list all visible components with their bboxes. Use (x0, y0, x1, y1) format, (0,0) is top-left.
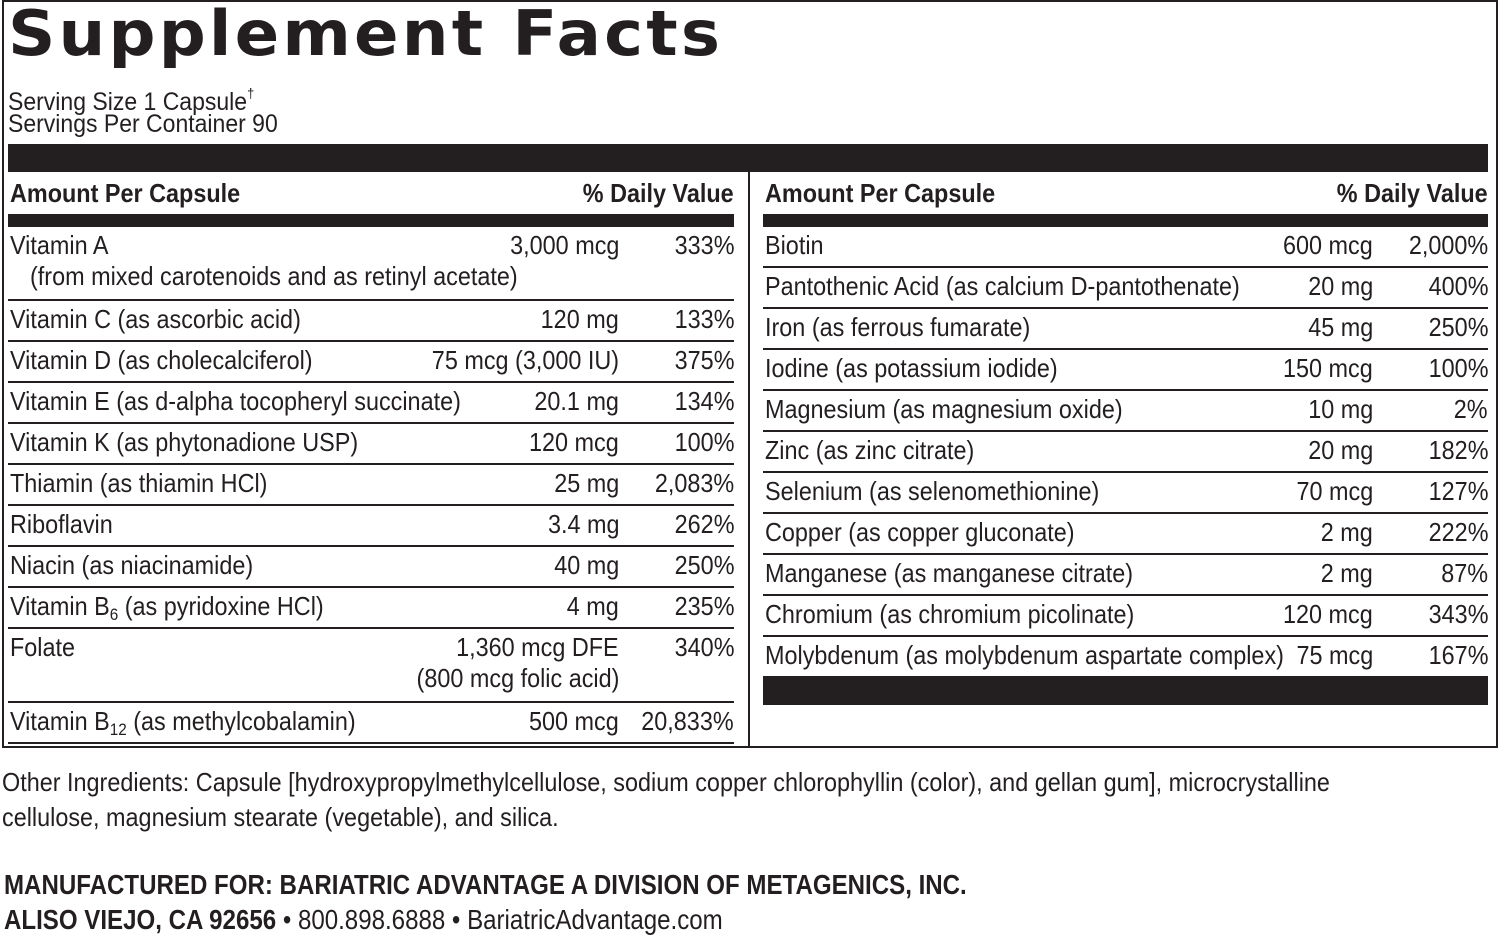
nutrient-row (8, 547, 734, 588)
daily-value: 20,833% (641, 706, 734, 736)
nutrient-row (763, 391, 1488, 432)
daily-value: 2% (1454, 394, 1488, 424)
nutrient-name: Thiamin (as thiamin HCl) (10, 468, 268, 498)
nutrient-amount: 500 mcg (529, 706, 619, 736)
right-nutrient-rows (763, 227, 1488, 678)
nutrient-amount: 3.4 mg (547, 509, 619, 539)
manufacturer-contact (4, 903, 723, 937)
nutrient-row (8, 629, 734, 703)
nutrient-amount: 25 mg (553, 468, 619, 498)
daily-value: 262% (674, 509, 734, 539)
nutrient-amount: 70 mcg (1296, 476, 1373, 506)
nutrient-row (8, 342, 734, 383)
nutrient-amount: 120 mcg (1283, 599, 1373, 629)
nutrient-name: Copper (as copper gluconate) (765, 517, 1075, 547)
daily-value: 222% (1428, 517, 1488, 547)
serving-size: Serving Size 1 Capsule† (8, 85, 255, 116)
separator-bullet: • (445, 904, 468, 935)
nutrient-name: Manganese (as manganese citrate) (765, 558, 1134, 588)
manufacturer-city: ALISO VIEJO, CA 92656 (4, 904, 277, 935)
daily-value: 250% (1428, 312, 1488, 342)
nutrient-name (10, 705, 356, 737)
nutrient-name: Magnesium (as magnesium oxide) (765, 394, 1123, 424)
nutrient-name: Zinc (as zinc citrate) (765, 435, 975, 465)
nutrient-name (10, 590, 324, 622)
daily-value-heading: % Daily Value (583, 178, 734, 208)
right-column-header (763, 172, 1488, 214)
nutrient-row (763, 514, 1488, 555)
header-rule (763, 214, 1488, 227)
separator-bullet: • (276, 904, 298, 935)
manufacturer-line: MANUFACTURED FOR: BARIATRIC ADVANTAGE A DIVISION OF METAGENICS, INC. (4, 869, 967, 900)
right-nutrient-column (763, 172, 1488, 705)
nutrient-name: Biotin (765, 230, 824, 260)
left-column-header (8, 172, 734, 214)
left-nutrient-rows (8, 227, 734, 744)
nutrient-row (763, 596, 1488, 637)
nutrient-row (763, 350, 1488, 391)
column-divider (748, 172, 750, 746)
dagger-mark: † (247, 85, 255, 101)
nutrient-amount: 150 mcg (1283, 353, 1373, 383)
nutrient-row (8, 301, 734, 342)
nutrient-row (8, 383, 734, 424)
other-ingredients: Other Ingredients: Capsule [hydroxypropylmethylcellulose, sodium copper chlorophyllin (color), and gellan gum], microcrystalline cellulose, magnesium stearate (vegetable), and silica. (2, 767, 1330, 832)
daily-value: 127% (1428, 476, 1488, 506)
nutrient-amount: 4 mg (566, 591, 619, 621)
nutrient-amount: 20.1 mg (534, 386, 619, 416)
bottom-thick-rule (763, 678, 1488, 705)
daily-value: 134% (674, 386, 734, 416)
amount-per-capsule-heading: Amount Per Capsule (765, 178, 996, 208)
nutrient-amount: 75 mcg (3,000 IU) (431, 345, 619, 375)
nutrient-row (763, 432, 1488, 473)
daily-value: 333% (674, 230, 734, 260)
nutrient-name: Folate (10, 632, 76, 662)
nutrient-name-text: Vitamin B (10, 706, 110, 736)
nutrient-name: Niacin (as niacinamide) (10, 550, 254, 580)
daily-value: 87% (1441, 558, 1488, 588)
nutrient-amount: 2 mg (1320, 558, 1373, 588)
nutrient-amount: 40 mg (553, 550, 619, 580)
nutrient-row (8, 506, 734, 547)
daily-value: 340% (674, 632, 734, 662)
daily-value: 100% (1428, 353, 1488, 383)
nutrient-name: Riboflavin (10, 509, 113, 539)
nutrient-amount: 3,000 mcg (509, 230, 619, 260)
nutrient-name: Molybdenum (as molybdenum aspartate complex) (765, 640, 1284, 670)
nutrient-name: Vitamin E (as d-alpha tocopheryl succinate) (10, 386, 461, 416)
nutrient-name-text: (as pyridoxine HCl) (118, 591, 324, 621)
servings-per-container: Servings Per Container 90 (8, 110, 278, 138)
nutrient-name: Selenium (as selenomethionine) (765, 476, 1100, 506)
nutrient-row (763, 473, 1488, 514)
nutrient-amount: 75 mcg (1296, 640, 1373, 670)
nutrient-amount: 10 mg (1307, 394, 1373, 424)
nutrient-name: Vitamin A (10, 230, 109, 260)
left-nutrient-column (8, 172, 734, 744)
daily-value: 343% (1428, 599, 1488, 629)
daily-value: 2,000% (1408, 230, 1488, 260)
daily-value: 375% (674, 345, 734, 375)
nutrient-subscript: 6 (109, 605, 119, 624)
header-rule (8, 214, 734, 227)
nutrient-row (8, 703, 734, 744)
nutrient-name: Vitamin D (as cholecalciferol) (10, 345, 313, 375)
nutrient-name: Chromium (as chromium picolinate) (765, 599, 1135, 629)
nutrient-amount: 45 mg (1307, 312, 1373, 342)
nutrient-name: Vitamin K (as phytonadione USP) (10, 427, 359, 457)
nutrient-amount: 120 mcg (529, 427, 619, 457)
nutrient-name: Iodine (as potassium iodide) (765, 353, 1058, 383)
nutrient-name-text: (as methylcobalamin) (126, 706, 356, 736)
nutrient-name: Pantothenic Acid (as calcium D-pantothenate) (765, 271, 1240, 301)
amount-per-capsule-heading: Amount Per Capsule (10, 178, 241, 208)
nutrient-amount-note: (800 mcg folic acid) (416, 663, 619, 693)
nutrient-row (8, 588, 734, 629)
nutrient-row (763, 227, 1488, 268)
daily-value: 2,083% (654, 468, 734, 498)
panel-title: Supplement Facts (8, 0, 724, 70)
nutrient-amount: 120 mg (540, 304, 619, 334)
nutrient-row (8, 465, 734, 506)
top-thick-rule (8, 144, 1488, 172)
daily-value: 250% (674, 550, 734, 580)
nutrient-name: Iron (as ferrous fumarate) (765, 312, 1031, 342)
daily-value: 167% (1428, 640, 1488, 670)
daily-value: 133% (674, 304, 734, 334)
daily-value-heading: % Daily Value (1337, 178, 1488, 208)
nutrient-amount: 20 mg (1307, 435, 1373, 465)
nutrient-subscript: 12 (109, 720, 127, 739)
nutrient-row (763, 268, 1488, 309)
daily-value: 235% (674, 591, 734, 621)
daily-value: 400% (1428, 271, 1488, 301)
phone-number: 800.898.6888 (297, 904, 446, 935)
nutrient-amount: 600 mcg (1283, 230, 1373, 260)
nutrient-row (8, 227, 734, 301)
nutrient-row (763, 555, 1488, 596)
nutrient-amount: 2 mg (1320, 517, 1373, 547)
nutrient-amount: 20 mg (1307, 271, 1373, 301)
nutrient-name: Vitamin C (as ascorbic acid) (10, 304, 301, 334)
nutrient-row (763, 637, 1488, 678)
daily-value: 182% (1428, 435, 1488, 465)
website: BariatricAdvantage.com (467, 904, 723, 935)
nutrient-name-text: Vitamin B (10, 591, 110, 621)
nutrient-amount: 1,360 mcg DFE (456, 632, 619, 662)
nutrient-row (8, 424, 734, 465)
nutrient-row (763, 309, 1488, 350)
daily-value: 100% (674, 427, 734, 457)
nutrient-source-note: (from mixed carotenoids and as retinyl acetate) (30, 261, 518, 291)
